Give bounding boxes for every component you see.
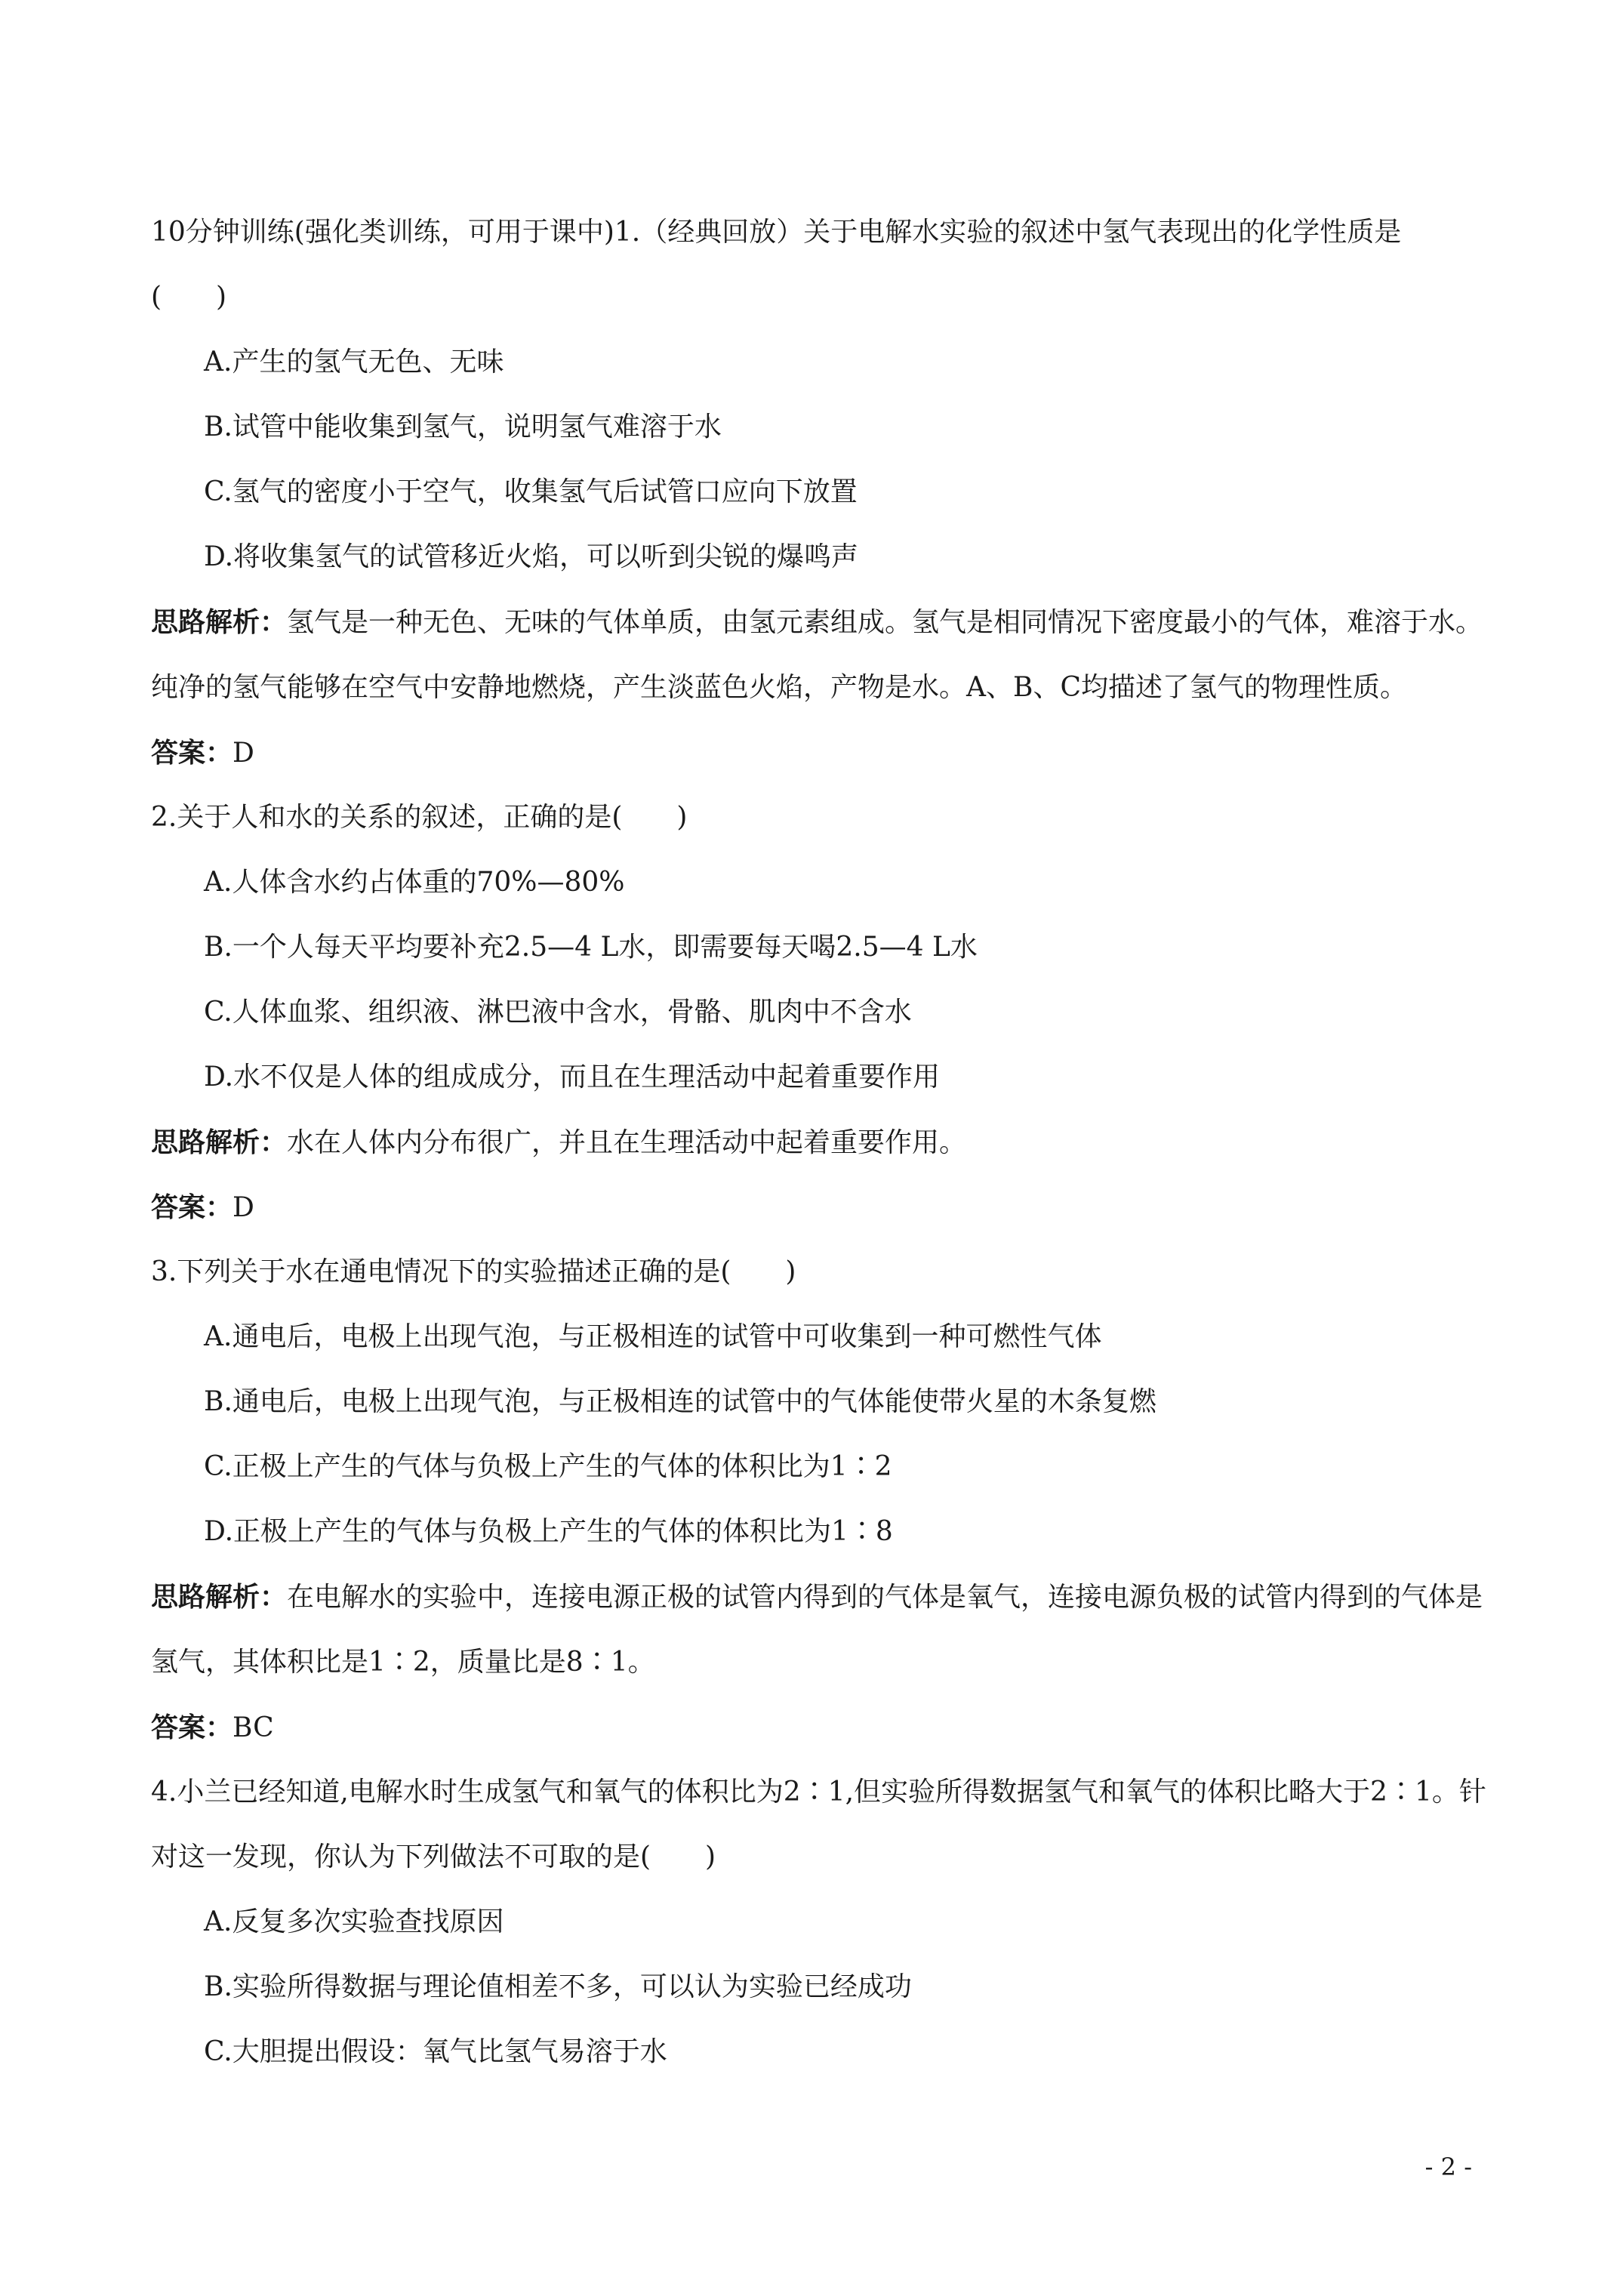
q2-answer-value: D: [233, 1192, 254, 1223]
q2-option-a: A.人体含水约占体重的70%—80%: [204, 867, 625, 898]
q1-stem-line1: 10分钟训练(强化类训练，可用于课中)1.（经典回放）关于电解水实验的叙述中氢气表现出的化学性质是: [151, 217, 1402, 248]
q3-answer-label: 答案：: [151, 1712, 233, 1743]
q1-answer-label: 答案：: [151, 737, 233, 769]
q2-analysis-text: 水在人体内分布很广，并且在生理活动中起着重要作用。: [287, 1127, 967, 1158]
document-body: [151, 200, 1495, 2085]
q2-option-b: B.一个人每天平均要补充2.5—4 L水，即需要每天喝2.5—4 L水: [204, 932, 978, 963]
q4-option-a: A.反复多次实验查找原因: [204, 1906, 504, 1937]
q2-answer-label: 答案：: [151, 1191, 233, 1223]
q2-stem: 2.关于人和水的关系的叙述，正确的是( ): [151, 802, 688, 833]
q3-analysis: [151, 1564, 1495, 1695]
q3-option-b: B.通电后，电极上出现气泡，与正极相连的试管中的气体能使带火星的木条复燃: [204, 1386, 1156, 1417]
q1-option-b: B.试管中能收集到氢气，说明氢气难溶于水: [204, 411, 722, 442]
q3-option-d: D.正极上产生的气体与负极上产生的气体的体积比为1∶8: [204, 1516, 893, 1547]
q2-option-c: C.人体血浆、组织液、淋巴液中含水，骨骼、肌肉中不含水: [204, 997, 912, 1028]
q1-answer: [151, 720, 1495, 785]
page-number: - 2 -: [1424, 2153, 1472, 2181]
q3-answer: [151, 1695, 1495, 1760]
q4-option-b: B.实验所得数据与理论值相差不多，可以认为实验已经成功: [204, 1971, 912, 2002]
q2-analysis-label: 思路解析：: [151, 1126, 288, 1158]
q4-option-c: C.大胆提出假设：氧气比氢气易溶于水: [204, 2036, 667, 2067]
q1-option-d: D.将收集氢气的试管移近火焰，可以听到尖锐的爆鸣声: [204, 541, 859, 572]
q1-analysis: [151, 590, 1495, 720]
q1-answer-value: D: [233, 738, 254, 769]
q1-analysis-text: 氢气是一种无色、无味的气体单质，由氢元素组成。氢气是相同情况下密度最小的气体，难溶于水。纯净的氢气能够在空气中安静地燃烧，产生淡蓝色火焰，产物是水。A、B、C均描述了氢气的物理性质。: [151, 607, 1483, 703]
q2-option-d: D.水不仅是人体的组成成分，而且在生理活动中起着重要作用: [204, 1062, 941, 1093]
q3-analysis-label: 思路解析：: [151, 1581, 288, 1613]
q3-stem: 3.下列关于水在通电情况下的实验描述正确的是( ): [151, 1256, 796, 1287]
q1-option-a: A.产生的氢气无色、无味: [204, 347, 504, 378]
q3-answer-value: BC: [233, 1712, 274, 1743]
q1-stem-line2: ( ): [151, 282, 227, 313]
q4-stem: 4.小兰已经知道,电解水时生成氢气和氧气的体积比为2∶1,但实验所得数据氢气和氧气的体积比略大于2∶1。针对这一发现，你认为下列做法不可取的是( ): [151, 1777, 1486, 1872]
q2-answer: [151, 1175, 1495, 1240]
q1-option-c: C.氢气的密度小于空气，收集氢气后试管口应向下放置: [204, 476, 858, 507]
q3-analysis-text: 在电解水的实验中，连接电源正极的试管内得到的气体是氧气，连接电源负极的试管内得到的气体是氢气，其体积比是1∶2，质量比是8∶1。: [151, 1582, 1483, 1678]
q3-option-a: A.通电后，电极上出现气泡，与正极相连的试管中可收集到一种可燃性气体: [204, 1321, 1102, 1352]
q1-analysis-label: 思路解析：: [151, 606, 288, 638]
q2-analysis: [151, 1110, 1495, 1175]
q3-option-c: C.正极上产生的气体与负极上产生的气体的体积比为1∶2: [204, 1451, 892, 1482]
